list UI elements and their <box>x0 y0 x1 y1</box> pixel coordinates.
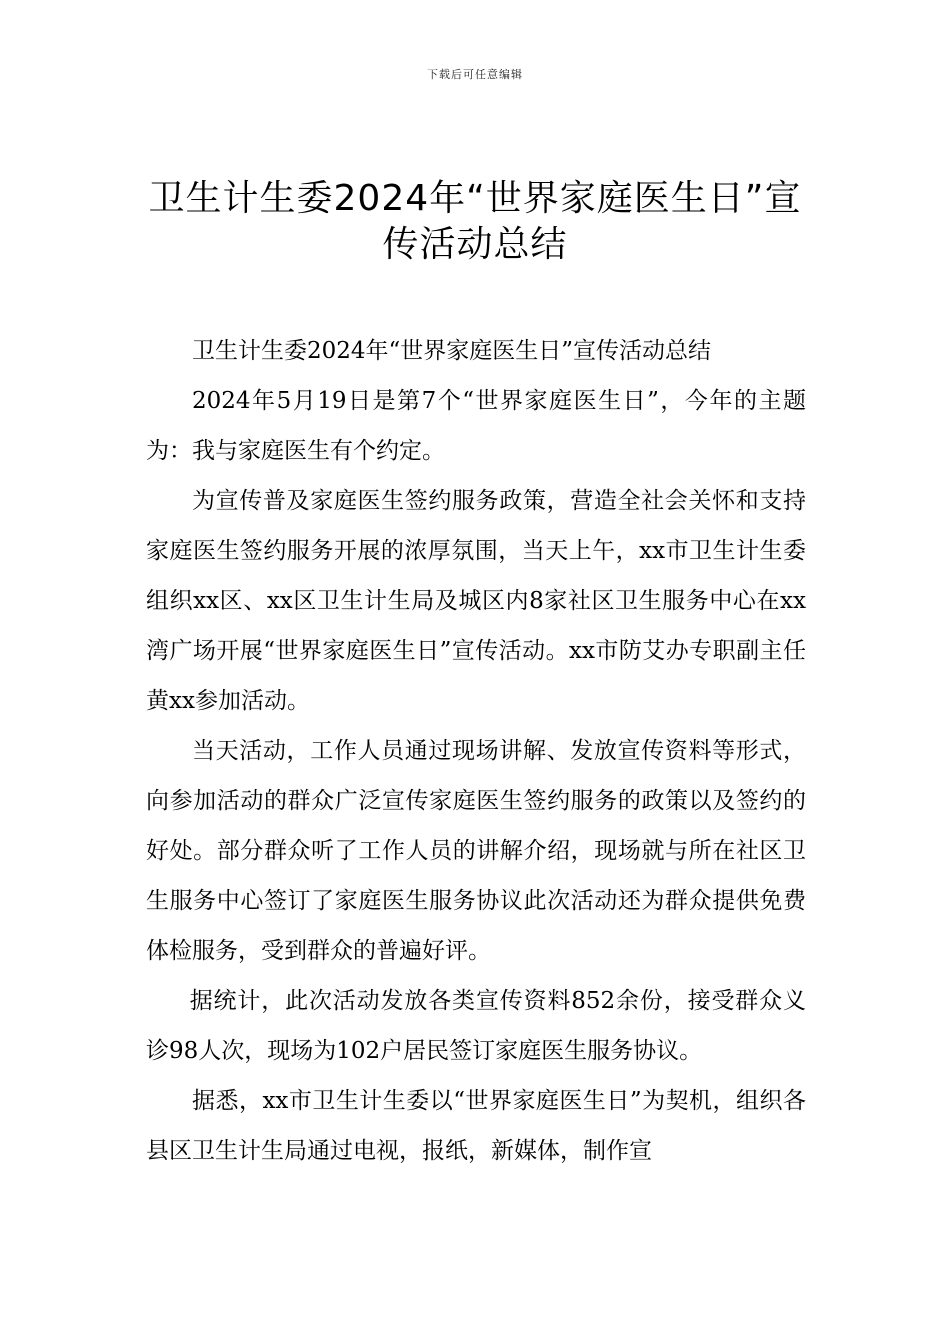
paragraph-subtitle: 卫生计生委2024年“世界家庭医生日”宣传活动总结 <box>192 338 712 364</box>
title-line-1: 卫生计生委2024年“世界家庭医生日”宣 <box>148 178 802 219</box>
paragraph-theme: 2024年5月19日是第7个“世界家庭医生日”，今年的主题为：我与家庭医生有个约定。 <box>146 388 806 464</box>
paragraph-activity: 当天活动，工作人员通过现场讲解、发放宣传资料等形式，向参加活动的群众广泛宣传家庭医生签约服务的政策以及签约的好处。部分群众听了工作人员的讲解介绍，现场就与所在社区卫生服务中心签订了家庭医生服务协议此次活动还为群众提供免费体检服务，受到群众的普遍好评。 <box>146 738 806 964</box>
title-line-2: 传活动总结 <box>382 224 568 265</box>
paragraph-followup: 据悉，xx市卫生计生委以“世界家庭医生日”为契机，组织各县区卫生计生局通过电视，报纸，新媒体，制作宣 <box>146 1088 806 1164</box>
paragraph-statistics: 据统计，此次活动发放各类宣传资料852余份，接受群众义诊98人次，现场为102户居民签订家庭医生服务协议。 <box>146 988 806 1064</box>
document-body <box>146 326 806 1176</box>
document-title <box>140 176 810 268</box>
paragraph-purpose: 为宣传普及家庭医生签约服务政策，营造全社会关怀和支持家庭医生签约服务开展的浓厚氛围，当天上午，xx市卫生计生委组织xx区、xx区卫生计生局及城区内8家社区卫生服务中心在xx湾广场开展“世界家庭医生日”宣传活动。xx市防艾办专职副主任黄xx参加活动。 <box>146 488 806 714</box>
header-note: 下载后可任意编辑 <box>427 68 523 81</box>
